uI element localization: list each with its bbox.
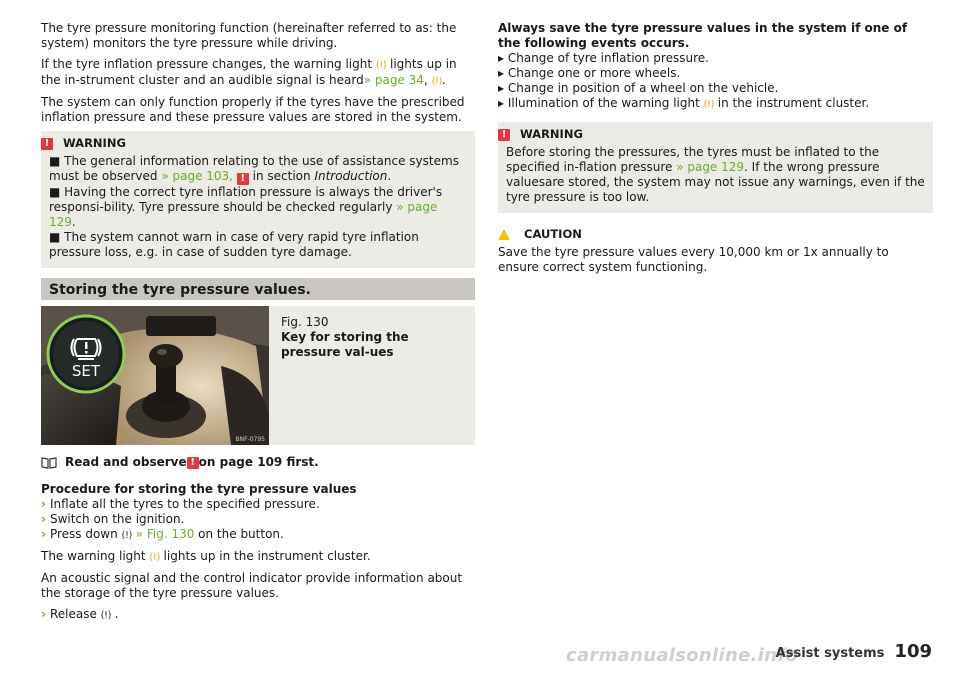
acoustic-signal-line: An acoustic signal and the control indicator provide information about the storage of the tyre pressure values.	[41, 571, 463, 600]
right-column	[498, 21, 933, 281]
event-item-1: ▸ Change of tyre inflation pressure.	[498, 51, 709, 65]
page-129-link[interactable]: » page 129	[676, 160, 745, 174]
section-heading: Storing the tyre pressure values.	[41, 278, 475, 300]
event-item-4: ▸ Illumination of the warning light (!) in the instrument cluster.	[498, 96, 870, 110]
warning-icon: !	[187, 457, 199, 469]
warning-icon: !	[41, 138, 53, 150]
warning-box-left	[41, 131, 475, 268]
page-129-link[interactable]: » page 129	[49, 200, 438, 229]
procedure-step-3: › Press down (!) » Fig. 130 on the button.	[41, 527, 284, 541]
save-events-title: Always save the tyre pressure values in the system if one of the following events occurs.	[498, 21, 908, 50]
warning-title: ! WARNING	[41, 136, 467, 151]
tpms-set-icon: (!)	[100, 610, 111, 621]
intro-paragraph-2: If the tyre inflation pressure changes, the warning light (!) lights up in the in-strument cluster and an audible signal is heard» page 34, (!).	[41, 57, 457, 87]
gear-console-illustration	[41, 306, 269, 445]
page-footer	[775, 641, 932, 662]
procedure-step-2: › Switch on the ignition.	[41, 512, 185, 526]
book-icon	[41, 457, 57, 469]
figure-title: Key for storing the pressure val-ues	[281, 330, 409, 359]
page-103-link[interactable]: » page 103,	[161, 169, 233, 183]
tpms-warning-icon: (!)	[703, 99, 714, 110]
tpms-set-icon: (!)	[121, 530, 132, 541]
warning-light-line: The warning light (!) lights up in the instrument cluster.	[41, 549, 371, 563]
figure-caption	[269, 306, 475, 445]
tpms-warning-icon: (!)	[431, 76, 442, 87]
release-step: › Release (!) .	[41, 607, 119, 621]
intro-paragraph-3: The system can only function properly if the tyres have the prescribed inflation pressure and these pressure values are stored in the system.	[41, 95, 465, 124]
warning-item-1: ■ The general information relating to the use of assistance systems must be observed » page 103, ! in section Introduction.	[49, 154, 459, 184]
warning-icon: !	[237, 173, 249, 185]
warning-text: Before storing the pressures, the tyres must be inflated to the specified in-flation pressure » page 129. If the wrong pressure valuesare stored, the system may not issue any warnings, even if the tyre pressure is too low.	[506, 145, 925, 204]
warning-item-3: ■ The system cannot warn in case of very rapid tyre inflation pressure loss, e.g. in case of sudden tyre damage.	[49, 230, 419, 259]
page-34-link[interactable]: » page 34	[363, 73, 424, 87]
figure-image	[41, 306, 269, 445]
event-item-2: ▸ Change one or more wheels.	[498, 66, 681, 80]
figure-number: Fig. 130	[281, 315, 329, 329]
procedure-step-1: › Inflate all the tyres to the specified pressure.	[41, 497, 320, 511]
read-observe-line: Read and observe ! on page 109 first.	[41, 455, 475, 470]
fig-130-link[interactable]: » Fig. 130	[135, 527, 195, 541]
tpms-warning-icon: (!)	[375, 60, 387, 71]
intro-paragraph-1: The tyre pressure monitoring function (hereinafter referred to as: the system) monitors the tyre pressure while driving.	[41, 21, 457, 50]
set-button-label: SET	[71, 362, 101, 380]
warning-box-right	[498, 122, 933, 213]
caution-text: Save the tyre pressure values every 10,000 km or 1x annually to ensure correct system functioning.	[498, 245, 889, 274]
figure-130	[41, 306, 475, 445]
procedure-title: Procedure for storing the tyre pressure values	[41, 482, 357, 496]
caution-title: CAUTION	[498, 227, 933, 242]
warning-item-2: ■ Having the correct tyre inflation pressure is always the driver's responsi-bility. Tyre pressure should be checked regularly » page 129.	[49, 185, 443, 229]
left-column	[41, 21, 475, 623]
event-item-3: ▸ Change in position of a wheel on the vehicle.	[498, 81, 779, 95]
footer-section-label: Assist systems	[775, 646, 885, 661]
figure-code: BNF-0795	[235, 436, 265, 443]
warning-title: ! WARNING	[498, 127, 925, 142]
warning-icon: !	[498, 129, 510, 141]
tpms-warning-icon: (!)	[149, 552, 160, 563]
page-number: 109	[894, 641, 932, 662]
caution-icon	[498, 229, 510, 240]
watermark: carmanualsonline.info	[566, 645, 799, 666]
